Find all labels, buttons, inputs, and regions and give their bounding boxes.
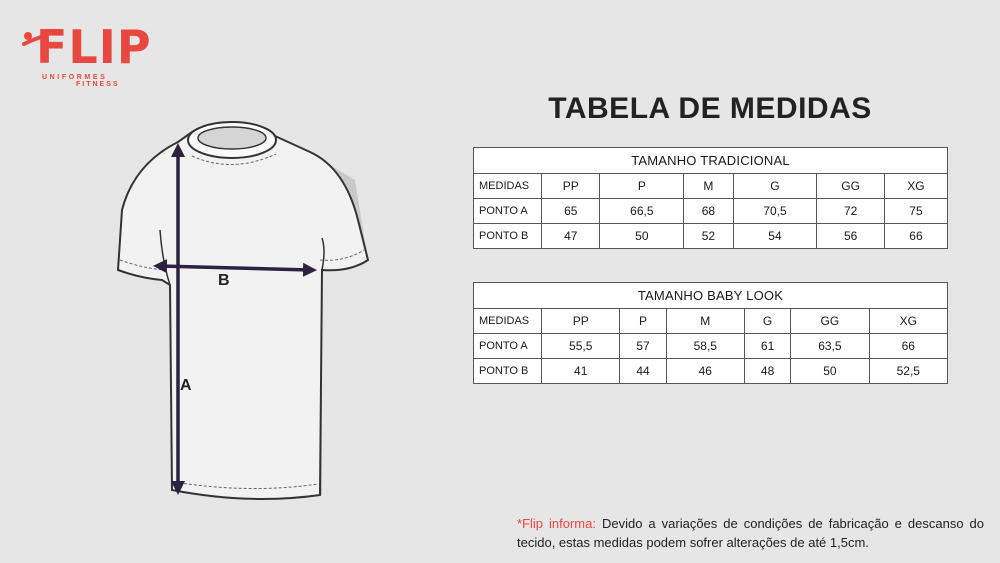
header-label: MEDIDAS: [474, 309, 542, 334]
value-cell: 50: [791, 359, 869, 384]
value-cell: 65: [542, 199, 600, 224]
value-cell: 54: [733, 224, 817, 249]
row-label: PONTO A: [474, 334, 542, 359]
value-cell: 68: [684, 199, 733, 224]
value-cell: 44: [620, 359, 666, 384]
value-cell: 66: [869, 334, 947, 359]
table-row: [474, 309, 948, 334]
disclaimer-note: [517, 514, 984, 552]
size-cell: XG: [869, 309, 947, 334]
size-table-baby-look: [473, 282, 948, 384]
value-cell: 72: [817, 199, 885, 224]
table-row: [474, 334, 948, 359]
logo-word: FLIP: [36, 20, 152, 74]
tshirt-body: [118, 126, 368, 499]
value-cell: 41: [542, 359, 620, 384]
value-cell: 57: [620, 334, 666, 359]
value-cell: 55,5: [542, 334, 620, 359]
table-heading: TAMANHO TRADICIONAL: [474, 148, 948, 174]
value-cell: 50: [600, 224, 684, 249]
size-cell: PP: [542, 174, 600, 199]
row-label: PONTO B: [474, 224, 542, 249]
table-row: [474, 359, 948, 384]
size-cell: P: [600, 174, 684, 199]
page-title: TABELA DE MEDIDAS: [548, 92, 872, 125]
value-cell: 47: [542, 224, 600, 249]
size-cell: XG: [884, 174, 947, 199]
value-cell: 56: [817, 224, 885, 249]
logo-subtitle-2: FITNESS: [76, 81, 120, 88]
value-cell: 75: [884, 199, 947, 224]
value-cell: 61: [744, 334, 790, 359]
value-cell: 48: [744, 359, 790, 384]
value-cell: 66: [884, 224, 947, 249]
size-cell: G: [733, 174, 817, 199]
value-cell: 52: [684, 224, 733, 249]
value-cell: 46: [666, 359, 744, 384]
tshirt-diagram: [100, 110, 390, 510]
brand-logo: [22, 20, 152, 88]
point-a-label: A: [180, 377, 192, 394]
size-cell: P: [620, 309, 666, 334]
row-label: PONTO A: [474, 199, 542, 224]
header-label: MEDIDAS: [474, 174, 542, 199]
logo-subtitle-1: UNIFORMES: [42, 74, 108, 81]
point-b-label: B: [218, 272, 230, 289]
table-row: [474, 224, 948, 249]
value-cell: 52,5: [869, 359, 947, 384]
size-cell: M: [666, 309, 744, 334]
size-cell: M: [684, 174, 733, 199]
table-row: [474, 199, 948, 224]
table-row: [474, 174, 948, 199]
disclaimer-lead: *Flip informa:: [517, 516, 596, 531]
value-cell: 70,5: [733, 199, 817, 224]
size-cell: GG: [791, 309, 869, 334]
value-cell: 66,5: [600, 199, 684, 224]
value-cell: 63,5: [791, 334, 869, 359]
disclaimer-text: Devido a variações de condições de fabricação e descanso do tecido, estas medidas podem sofrer alterações de até 1,5cm.: [517, 516, 985, 550]
size-cell: G: [744, 309, 790, 334]
table-heading: TAMANHO BABY LOOK: [474, 283, 948, 309]
size-table-traditional: [473, 147, 948, 249]
row-label: PONTO B: [474, 359, 542, 384]
value-cell: 58,5: [666, 334, 744, 359]
size-cell: GG: [817, 174, 885, 199]
size-cell: PP: [542, 309, 620, 334]
